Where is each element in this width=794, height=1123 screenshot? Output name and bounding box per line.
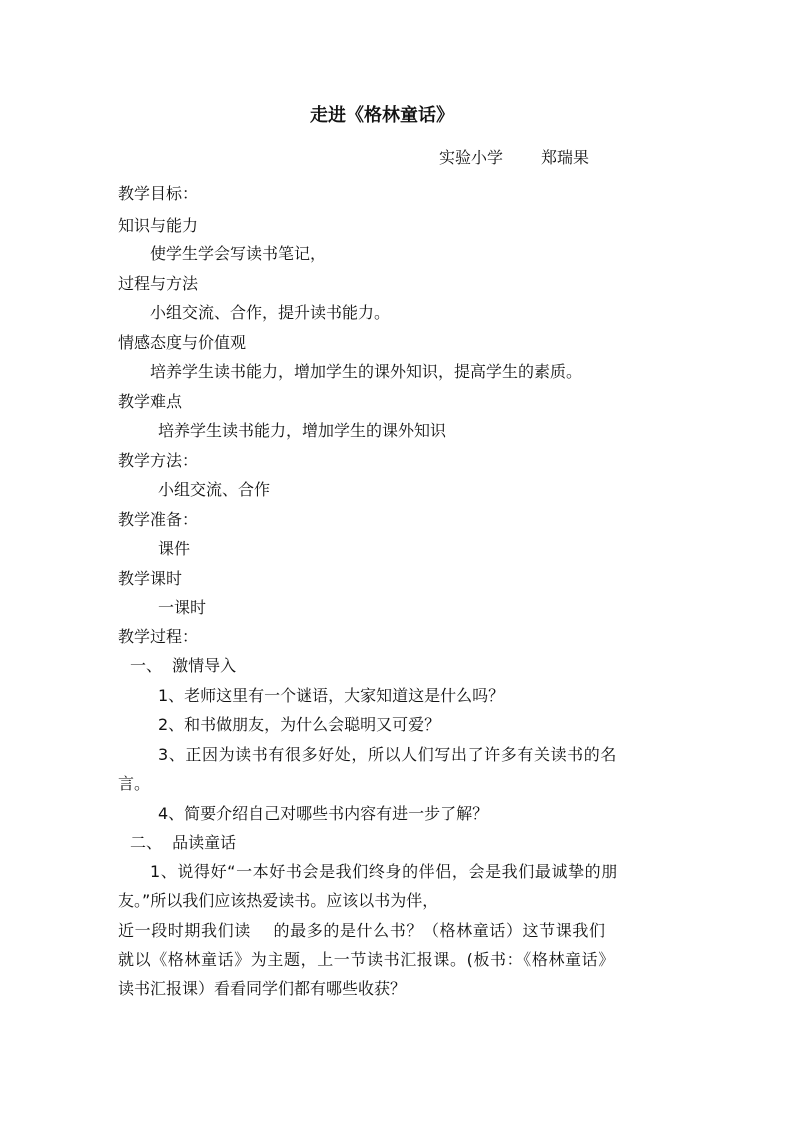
author-name: 郑瑞果 bbox=[541, 148, 590, 167]
paragraph-line: 读书汇报课）看看同学们都有哪些收获？ bbox=[118, 979, 407, 998]
section-heading: 教学目标： bbox=[118, 184, 199, 203]
section-heading: 教学难点 bbox=[118, 392, 183, 411]
step-heading: 一、 激情导入 bbox=[130, 656, 237, 675]
paragraph-line: 小组交流、合作 bbox=[158, 480, 271, 499]
section-heading: 教学准备： bbox=[118, 510, 199, 529]
paragraph-line: 3、正因为读书有很多好处，所以人们写出了许多有关读书的名 bbox=[158, 745, 617, 764]
paragraph-line: 就以《格林童话》为主题，上一节读书汇报课。(板书：《格林童话》 bbox=[118, 950, 615, 969]
school-name: 实验小学 bbox=[439, 148, 504, 167]
paragraph-line: 1、说得好“一本好书会是我们终身的伴侣，会是我们最诚挚的朋 bbox=[150, 862, 618, 881]
step-heading: 二、 品读童话 bbox=[130, 833, 237, 852]
paragraph-line: 4、简要介绍自己对哪些书内容有进一步了解？ bbox=[158, 804, 489, 823]
paragraph-line: 小组交流、合作，提升读书能力。 bbox=[150, 303, 391, 322]
paragraph-line: 2、和书做朋友，为什么会聪明又可爱？ bbox=[158, 715, 441, 734]
paragraph-line: 一课时 bbox=[158, 598, 207, 617]
paragraph-line: 友。”所以我们应该热爱读书。应该以书为伴， bbox=[118, 891, 439, 910]
section-heading: 教学方法： bbox=[118, 451, 199, 470]
paragraph-line: 1、老师这里有一个谜语，大家知道这是什么吗？ bbox=[158, 686, 505, 705]
paragraph-line: 培养学生读书能力，增加学生的课外知识，提高学生的素质。 bbox=[150, 362, 583, 381]
section-heading: 过程与方法 bbox=[118, 274, 199, 293]
section-heading: 情感态度与价值观 bbox=[118, 333, 247, 352]
document-title: 走进《格林童话》 bbox=[310, 105, 454, 126]
section-heading: 知识与能力 bbox=[118, 216, 199, 235]
paragraph-line: 课件 bbox=[158, 539, 191, 558]
paragraph-line: 培养学生读书能力，增加学生的课外知识 bbox=[158, 421, 447, 440]
paragraph-line: 言。 bbox=[118, 774, 151, 793]
section-heading: 教学课时 bbox=[118, 569, 183, 588]
paragraph-line: 近一段时期我们读 的最多的是什么书？（格林童话）这节课我们 bbox=[118, 921, 606, 940]
section-heading: 教学过程： bbox=[118, 627, 199, 646]
paragraph-line: 使学生学会写读书笔记， bbox=[150, 244, 327, 263]
